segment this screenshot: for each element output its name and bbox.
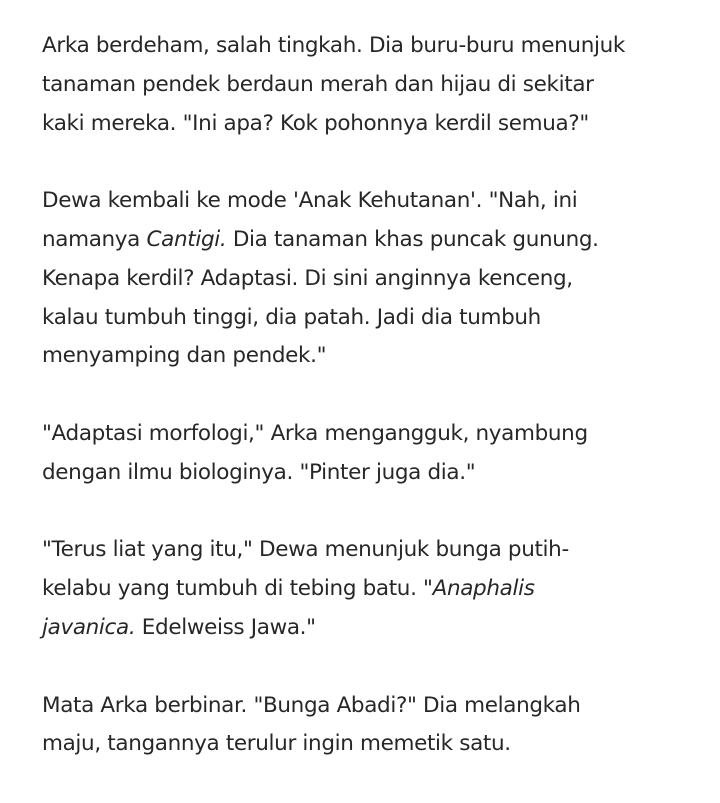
text-segment: Dia tanaman khas puncak gunung.: [226, 226, 599, 252]
text-segment: Kenapa kerdil? Adaptasi. Di sini anginnya kenceng,: [42, 265, 573, 291]
text-segment: "Terus liat yang itu," Dewa menunjuk bunga putih-: [42, 537, 569, 563]
text-segment: namanya: [42, 226, 147, 252]
text-segment: maju, tangannya terulur ingin memetik satu.: [42, 731, 511, 757]
italic-text: javanica.: [42, 614, 136, 640]
story-paragraph: [42, 531, 702, 647]
text-segment: kalau tumbuh tinggi, dia patah. Jadi dia tumbuh: [42, 304, 541, 330]
text-segment: Edelweiss Jawa.": [135, 614, 316, 640]
text-segment: Mata Arka berbinar. "Bunga Abadi?" Dia melangkah: [42, 692, 581, 718]
story-paragraph: [42, 182, 702, 376]
italic-text: Cantigi.: [146, 226, 227, 252]
text-line: [42, 299, 702, 338]
text-segment: Dewa kembali ke mode 'Anak Kehutanan'. "Nah, ini: [42, 188, 578, 214]
italic-text: Anaphalis: [432, 576, 535, 602]
story-paragraph: [42, 415, 702, 493]
text-line: [42, 66, 702, 105]
text-line: [42, 415, 702, 454]
text-line: [42, 221, 702, 260]
story-paragraph: [42, 27, 702, 143]
text-segment: kelabu yang tumbuh di tebing batu. ": [42, 576, 433, 602]
text-line: [42, 570, 702, 609]
text-line: [42, 337, 702, 376]
text-line: [42, 687, 702, 726]
text-line: [42, 182, 702, 221]
text-segment: tanaman pendek berdaun merah dan hijau di sekitar: [42, 71, 594, 97]
text-line: [42, 454, 702, 493]
text-line: [42, 725, 702, 764]
text-segment: menyamping dan pendek.": [42, 343, 327, 369]
text-segment: kaki mereka. "Ini apa? Kok pohonnya kerdil semua?": [42, 110, 589, 136]
text-line: [42, 609, 702, 648]
text-line: [42, 27, 702, 66]
story-paragraph: [42, 687, 702, 765]
text-segment: dengan ilmu biologinya. "Pinter juga dia.": [42, 459, 476, 485]
story-text: [42, 27, 702, 803]
text-line: [42, 105, 702, 144]
text-segment: "Adaptasi morfologi," Arka mengangguk, nyambung: [42, 420, 588, 446]
text-line: [42, 260, 702, 299]
text-segment: Arka berdeham, salah tingkah. Dia buru-buru menunjuk: [42, 33, 625, 58]
text-line: [42, 531, 702, 570]
